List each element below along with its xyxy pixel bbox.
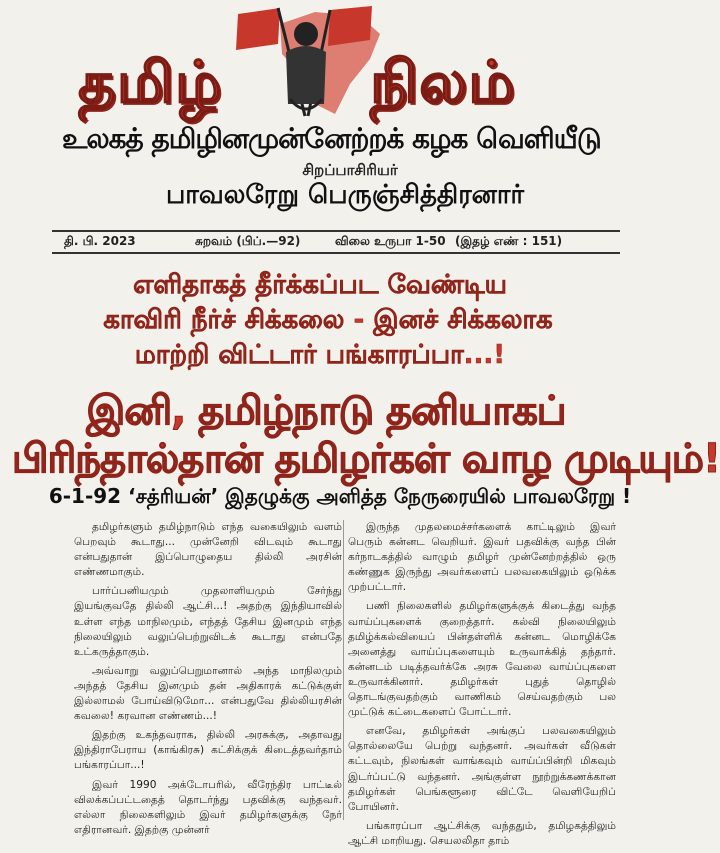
issue-number: (இதழ் எண் : 151) xyxy=(455,234,563,248)
title-tamil: தமிழ் xyxy=(78,48,223,116)
strip-bottom-rule xyxy=(52,252,620,254)
paragraph: எனவே, தமிழர்கள் அங்குப் பலவகையிலும் தொல்லையே பெற்று வந்தனர். அவர்கள் வீடுகள் கட்டவும், நிலங்கள் வாங்கவும் வாய்ப்பின்றி மிகவும் இடர்ப்பட்டு வந்தனர். அங்குள்ள நூற்றுக்கணக்கான தமிழர்கள் பெங்களூரை விட்டே வெளியேறிப் போயினர். xyxy=(348,725,616,813)
article-column-right xyxy=(348,520,616,853)
column-divider xyxy=(343,520,344,820)
publisher-subtitle: உலகத் தமிழினமுன்னேற்றக் கழக வெளியீடு xyxy=(62,122,601,155)
emblem-illustration-icon xyxy=(220,4,390,124)
paragraph: பார்ப்பனியமும் முதலாளியமும் சேர்ந்து இயங்குவதே தில்லி ஆட்சி...! அதற்கு இந்தியாவில் உள்ள எந்த மாநிலமும், எந்தத் தேசிய இனமும் எந்த நிலையிலும் வலுப்பெற்றுவிடக் கூடாது என்பதே உட்கருத்தாகும். xyxy=(74,585,342,658)
paragraph: பணி நிலைகளில் தமிழர்களுக்குக் கிடைத்து வந்த வாய்ப்புகளைக் குறைத்தார். கல்வி நிலையிலும் தமிழ்க்கல்வியைப் பின்தள்ளிக் கன்னட மொழிக்கே அனைத்து வாய்ப்புகளையும் உருவாக்கித் தந்தார். கன்னடம் படித்தவர்க்கே அரசு வேலை வாய்ப்புகளை உருவாக்கினார். தமிழர்கள் புதுத் தொழில் தொடங்குவதற்கும் வாணிகம் செய்வதற்கும் பல முட்டுக் கட்டைகளைப் போட்டார். xyxy=(348,600,616,719)
issue-price: விலை உருபா 1-50 xyxy=(335,234,446,248)
issue-date: தி. பி. 2023 xyxy=(64,234,136,248)
paragraph: அவ்வாறு வலுப்பெறுமானால் அந்த மாநிலமும் அந்தத் தேசிய இனமும் தன் அதிகாரக் கட்டுக்குள் இல்லாமல் போய்விடுமோ... என்பதுவே தில்லியரசின் கவலை! கரவான எண்ணம்...! xyxy=(74,664,342,723)
editor-name: பாவலரேறு பெருஞ்சித்திரனார் xyxy=(165,180,525,210)
kicker-line-3: மாற்றி விட்டார் பங்காரப்பா...! xyxy=(134,340,506,370)
article-column-left xyxy=(74,520,342,842)
masthead xyxy=(0,0,640,225)
main-headline-line-2: பிரிந்தால்தான் தமிழர்கள் வாழ முடியும்! xyxy=(12,436,720,482)
editor-role: சிறப்பாசிரியர் xyxy=(302,161,398,179)
strip-top-rule xyxy=(52,230,620,232)
paragraph: பங்காரப்பா ஆட்சிக்கு வந்ததும், தமிழகத்திலும் ஆட்சி மாறியது. செயலலிதா தாம் xyxy=(348,819,616,847)
paragraph: தமிழர்களும் தமிழ்நாடும் எந்த வகையிலும் வளம் பெறவும் கூடாது... முன்னேறி விடவும் கூடாது என்பதுதான் இப்பொழுதைய தில்லி அரசின் எண்ணமாகும். xyxy=(74,521,342,579)
main-headline-line-1: இனி, தமிழ்நாடு தனியாகப் xyxy=(86,388,566,434)
kicker-line-2: காவிரி நீர்ச் சிக்கலை - இனச் சிக்கலாக xyxy=(103,305,553,335)
title-nilam: நிலம் xyxy=(370,48,516,116)
issue-month: சுறவம் (பிப்.—92) xyxy=(195,234,301,248)
interview-byline: 6-1-92 ‘சத்ரியன்’ இதழுக்கு அளித்த நேருரையில் பாவலரேறு ! xyxy=(48,484,632,508)
paragraph: இதற்கு உகந்தவராக, தில்லி அரசுக்கு, அதாவது இந்திராபேராய (காங்கிரசு) கட்சிக்குக் கிடைத்தவர்தாம் பங்காரப்பா...! xyxy=(74,729,342,772)
paragraph: இவர் 1990 அக்டோபரில், வீரேந்திர பாட்டீல் விலக்கப்பட்டதைத் தொடர்ந்து பதவிக்கு வந்தவர். எல்லா நிலைகளிலும் இவர் தமிழர்களுக்கு நேர் எதிரானவர். இதற்கு முன்னர் xyxy=(74,778,342,836)
kicker-line-1: எளிதாகத் தீர்க்கப்பட வேண்டிய xyxy=(133,270,507,300)
paragraph: இருந்த முதலமைச்சர்களைக் காட்டிலும் இவர் பெரும் கன்னட வெறியர். இவர் பதவிக்கு வந்த பின் கர்நாடகத்தில் வாழும் தமிழர் முன்னேற்றத்தில் ஒரு கண்ணுக இருந்து அவர்களைப் பலவகையிலும் ஒடுக்க முற்பட்டார். xyxy=(348,521,616,594)
